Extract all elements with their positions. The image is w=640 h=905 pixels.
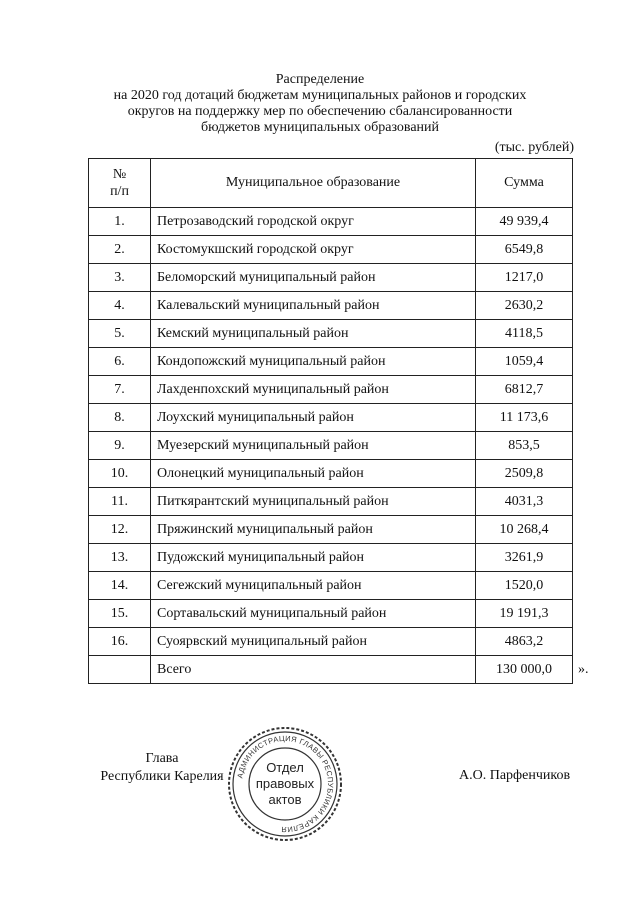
row-number: 14. <box>89 572 151 600</box>
table-row <box>89 236 573 264</box>
row-municipality: Костомукшский городской округ <box>151 236 476 264</box>
title-line-1: Распределение <box>275 72 365 87</box>
row-sum: 11 173,6 <box>476 404 573 432</box>
row-number: 16. <box>89 628 151 656</box>
row-sum: 49 939,4 <box>476 208 573 236</box>
row-number: 13. <box>89 544 151 572</box>
row-municipality: Лоухский муниципальный район <box>151 404 476 432</box>
row-number: 3. <box>89 264 151 292</box>
row-number: 5. <box>89 320 151 348</box>
row-municipality: Кондопожский муниципальный район <box>151 348 476 376</box>
row-municipality: Кемский муниципальный район <box>151 320 476 348</box>
table-row <box>89 292 573 320</box>
stamp-line-3: актов <box>268 792 302 807</box>
row-number: 15. <box>89 600 151 628</box>
title-line-3: округов на поддержку мер по обеспечению сбалансированности <box>127 104 513 119</box>
signature-name: А.О. Парфенчиков <box>459 768 571 783</box>
row-sum: 3261,9 <box>476 544 573 572</box>
table-header-row <box>89 159 573 208</box>
row-number: 9. <box>89 432 151 460</box>
row-municipality: Суоярвский муниципальный район <box>151 628 476 656</box>
row-number: 6. <box>89 348 151 376</box>
header-number-symbol: № <box>112 167 127 182</box>
row-municipality: Петрозаводский городской округ <box>151 208 476 236</box>
table-row <box>89 628 573 656</box>
row-number: 4. <box>89 292 151 320</box>
row-municipality: Пудожский муниципальный район <box>151 544 476 572</box>
signature-title-line-1: Глава <box>145 751 179 766</box>
row-number: 10. <box>89 460 151 488</box>
row-sum: 6549,8 <box>476 236 573 264</box>
closing-quote: ». <box>578 662 589 677</box>
row-number: 8. <box>89 404 151 432</box>
header-sum: Сумма <box>476 159 573 208</box>
row-sum: 853,5 <box>476 432 573 460</box>
distribution-table <box>88 158 573 684</box>
row-number: 11. <box>89 488 151 516</box>
row-sum: 2509,8 <box>476 460 573 488</box>
unit-label: (тыс. рублей) <box>494 140 574 155</box>
table-row <box>89 264 573 292</box>
row-sum: 4031,3 <box>476 488 573 516</box>
row-sum: 130 000,0 <box>476 656 573 684</box>
title-line-4: бюджетов муниципальных образований <box>200 120 440 135</box>
row-sum: 2630,2 <box>476 292 573 320</box>
table-row <box>89 376 573 404</box>
row-municipality: Сортавальский муниципальный район <box>151 600 476 628</box>
table-row <box>89 544 573 572</box>
row-municipality: Сегежский муниципальный район <box>151 572 476 600</box>
table-row <box>89 348 573 376</box>
table-total-row <box>89 656 573 684</box>
row-sum: 4863,2 <box>476 628 573 656</box>
row-municipality: Олонецкий муниципальный район <box>151 460 476 488</box>
row-number <box>89 656 151 684</box>
title-line-2: на 2020 год дотаций бюджетам муниципальных районов и городских <box>113 88 527 103</box>
header-number-abbr: п/п <box>110 184 129 199</box>
signature-title <box>92 750 232 786</box>
row-sum: 10 268,4 <box>476 516 573 544</box>
stamp-line-2: правовых <box>255 776 315 791</box>
table-row <box>89 460 573 488</box>
row-municipality: Муезерский муниципальный район <box>151 432 476 460</box>
row-sum: 1217,0 <box>476 264 573 292</box>
row-number: 7. <box>89 376 151 404</box>
row-sum: 1059,4 <box>476 348 573 376</box>
signature-title-line-2: Республики Карелия <box>100 769 224 784</box>
table-row <box>89 208 573 236</box>
table-row <box>89 572 573 600</box>
row-municipality: Лахденпохский муниципальный район <box>151 376 476 404</box>
official-stamp <box>226 725 344 843</box>
table-row <box>89 488 573 516</box>
table-row <box>89 432 573 460</box>
row-number: 2. <box>89 236 151 264</box>
table-row <box>89 516 573 544</box>
header-number <box>89 159 151 208</box>
row-municipality: Беломорский муниципальный район <box>151 264 476 292</box>
row-sum: 6812,7 <box>476 376 573 404</box>
table-row <box>89 404 573 432</box>
table-row <box>89 320 573 348</box>
row-municipality: Пряжинский муниципальный район <box>151 516 476 544</box>
stamp-line-1: Отдел <box>266 760 304 775</box>
row-municipality: Калевальский муниципальный район <box>151 292 476 320</box>
row-sum: 4118,5 <box>476 320 573 348</box>
stamp-ring-text: АДМИНИСТРАЦИЯ ГЛАВЫ РЕСПУБЛИКИ КАРЕЛИЯ <box>235 733 336 835</box>
header-municipality: Муниципальное образование <box>151 159 476 208</box>
row-number: 1. <box>89 208 151 236</box>
row-municipality: Питкярантский муниципальный район <box>151 488 476 516</box>
table-row <box>89 600 573 628</box>
document-title <box>0 72 640 136</box>
row-sum: 1520,0 <box>476 572 573 600</box>
row-sum: 19 191,3 <box>476 600 573 628</box>
row-municipality: Всего <box>151 656 476 684</box>
row-number: 12. <box>89 516 151 544</box>
